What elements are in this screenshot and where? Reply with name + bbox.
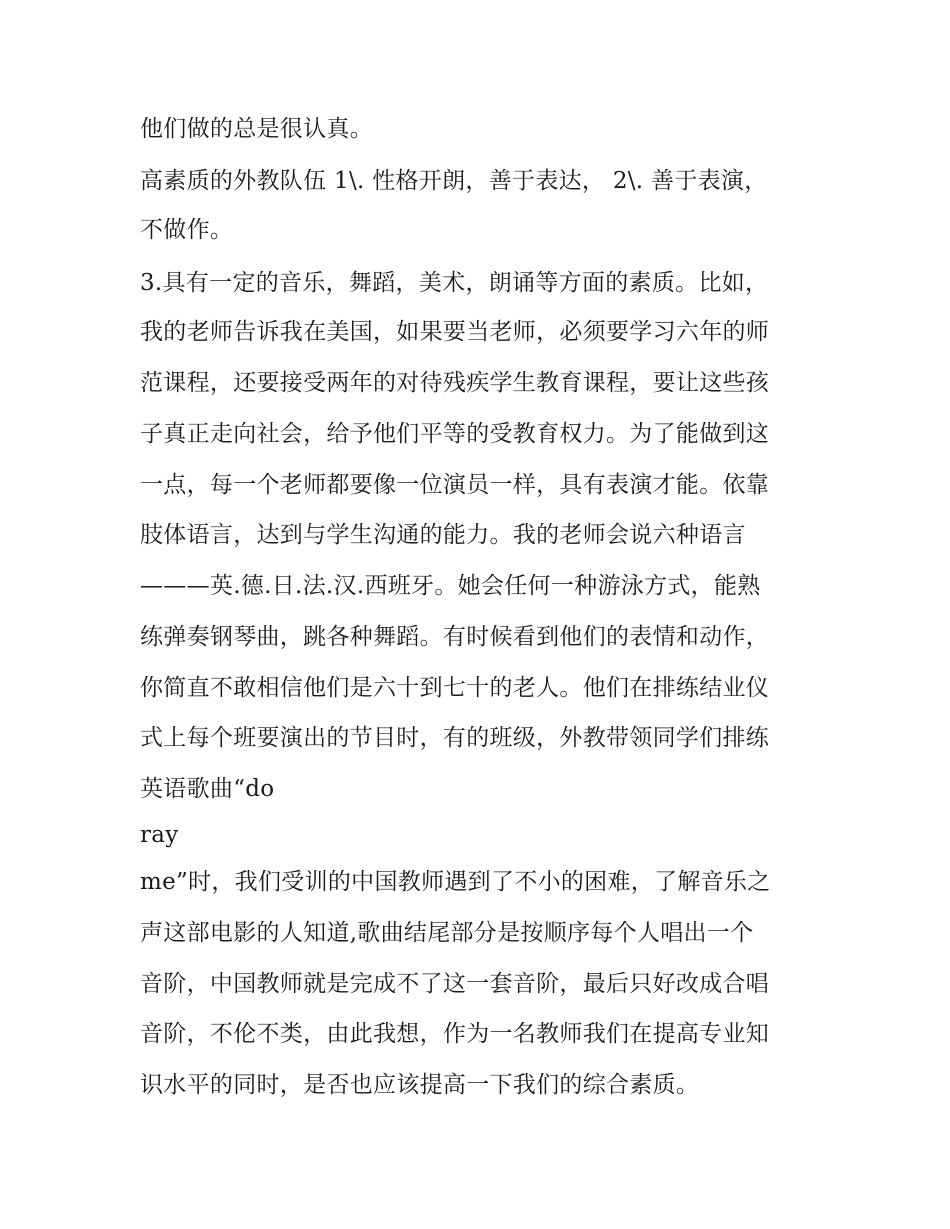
text-line: 一点，每一个老师都要像一位演员一样，具有表演才能。依靠 <box>140 472 770 498</box>
text-line: 你简直不敢相信他们是六十到七十的老人。他们在排练结业仪 <box>140 675 770 701</box>
text-line: 英语歌曲“do <box>140 776 275 802</box>
text-line: 声这部电影的人知道,歌曲结尾部分是按顺序每个人唱出一个 <box>140 920 754 946</box>
text-line: 范课程，还要接受两年的对待残疾学生教育课程，要让这些孩 <box>140 370 770 396</box>
text-line: 3.具有一定的音乐，舞蹈，美术，朗诵等方面的素质。比如， <box>140 270 769 296</box>
text-line: 音阶，不伦不类，由此我想，作为一名教师我们在提高专业知 <box>140 1021 770 1047</box>
text-line: 音阶，中国教师就是完成不了这一套音阶，最后只好改成合唱 <box>140 971 770 997</box>
text-line: 式上每个班要演出的节目时，有的班级，外教带领同学们排练 <box>140 725 770 751</box>
text-line: 高素质的外教队伍 1\. 性格开朗，善于表达， 2\. 善于表演， <box>140 168 768 194</box>
text-line: 子真正走向社会，给予他们平等的受教育权力。为了能做到这 <box>140 421 770 447</box>
text-line: 练弹奏钢琴曲，跳各种舞蹈。有时候看到他们的表情和动作， <box>140 624 770 650</box>
text-line: 他们做的总是很认真。 <box>140 116 373 142</box>
text-line: ———英.德.日.法.汉.西班牙。她会任何一种游泳方式，能熟 <box>140 573 761 599</box>
text-line: 肢体语言，达到与学生沟通的能力。我的老师会说六种语言 <box>140 522 746 548</box>
text-line: 不做作。 <box>140 217 234 243</box>
text-line: me”时，我们受训的中国教师遇到了不小的困难，了解音乐之 <box>140 869 771 895</box>
text-line: ray <box>140 822 179 848</box>
text-line: 识水平的同时，是否也应该提高一下我们的综合素质。 <box>140 1072 700 1098</box>
text-line: 我的老师告诉我在美国，如果要当老师，必须要学习六年的师 <box>140 319 770 345</box>
